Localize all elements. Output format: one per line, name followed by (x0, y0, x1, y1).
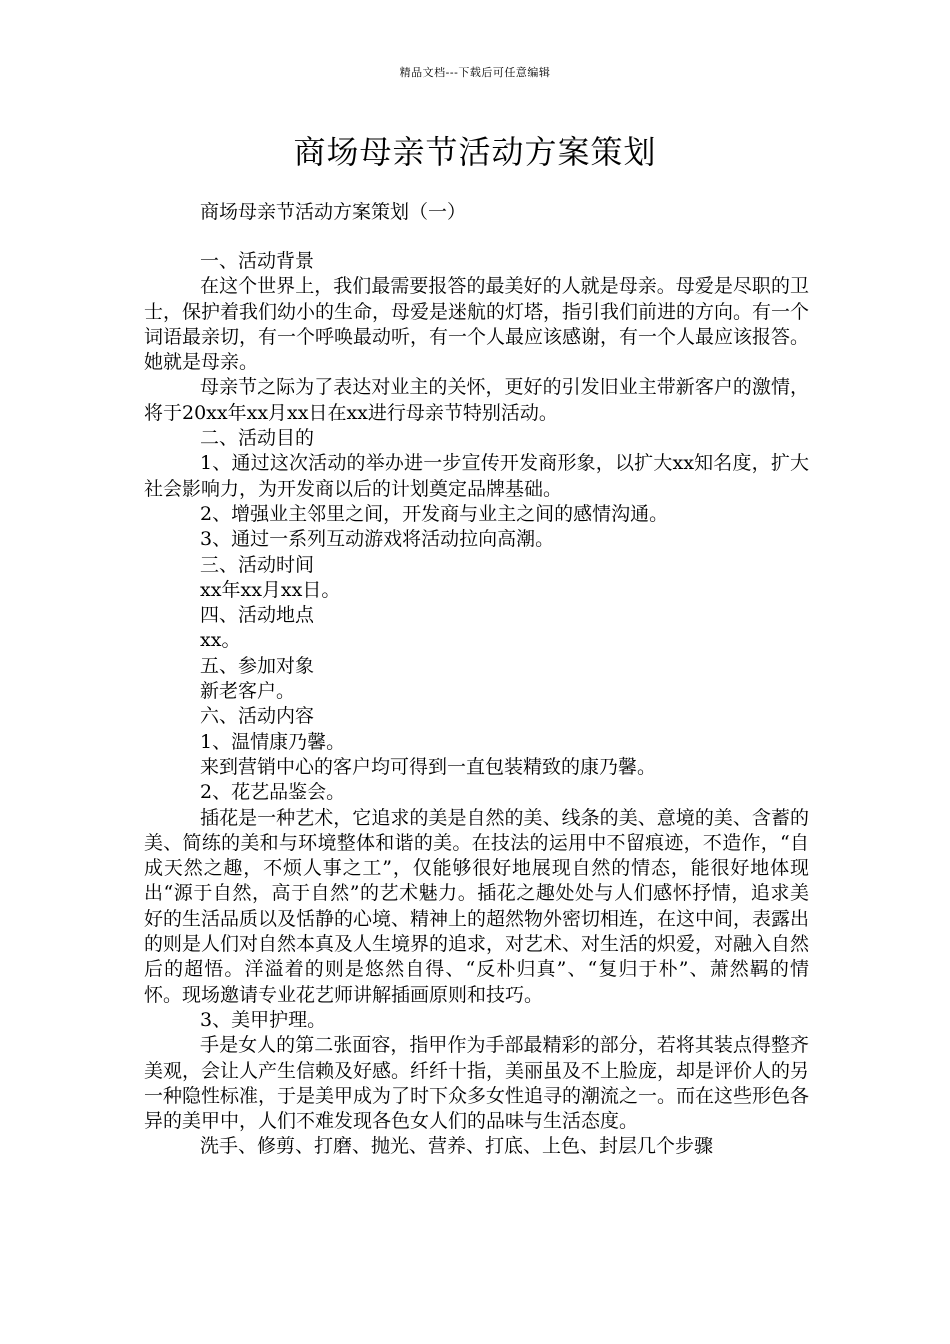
document-subtitle: 商场母亲节活动方案策划（一） (200, 201, 467, 223)
section-heading-location: 四、活动地点 (200, 604, 315, 627)
page-header-note: 精品文档---下载后可任意编辑 (399, 66, 551, 79)
document-title: 商场母亲节活动方案策划 (293, 133, 657, 171)
content-item-3-steps: 洗手、修剪、打磨、抛光、营养、打底、上色、封层几个步骤 (200, 1135, 714, 1158)
content-item-1-text: 来到营销中心的客户均可得到一直包装精致的康乃馨。 (200, 755, 657, 778)
purpose-item-2: 2、增强业主邻里之间，开发商与业主之间的感情沟通。 (200, 502, 669, 525)
content-item-2-text: 插花是一种艺术，它追求的美是自然的美、线条的美、意境的美、含蓄的美、简练的美和与环境整体和谐的美。在技法的运用中不留痕迹，不造作，“自成天然之趣，不烦人事之工”，仅能够很好地展现自然的情态，能很好地体现出“源于自然，高于自然”的艺术魅力。插花之趣处处与人们感怀抒情，追求美好的生活品质以及恬静的心境、精神上的超然物外密切相连，在这中间，表露出的则是人们对自然本真及人生境界的追求，对艺术、对生活的炽爱，对融入自然后的超悟。洋溢着的则是悠然自得、“反朴归真”、“复归于朴”、萧然羁的情怀。现场邀请专业花艺师讲解插画原则和技巧。 (144, 806, 810, 1006)
purpose-item-3: 3、通过一系列互动游戏将活动拉向高潮。 (200, 528, 555, 551)
section-heading-content: 六、活动内容 (200, 705, 315, 728)
event-location: xx。 (200, 629, 241, 652)
content-item-3-text: 手是女人的第二张面容，指甲作为手部最精彩的部分，若将其装点得整齐美观，会让人产生信赖及好感。纤纤十指，美丽虽及不上脸庞，却是评价人的另一种隐性标准，于是美甲成为了时下众多女性追寻的潮流之一。而在这些形色各异的美甲中，人们不难发现各色女人们的品味与生活态度。 (144, 1034, 810, 1133)
event-time: xx年xx月xx日。 (200, 578, 341, 601)
paragraph-background-event: 母亲节之际为了表达对业主的关怀，更好的引发旧业主带新客户的激情，将于20xx年xx月xx日在xx进行母亲节特别活动。 (144, 376, 809, 424)
content-item-1-title: 1、温情康乃馨。 (200, 730, 346, 753)
section-heading-time: 三、活动时间 (200, 553, 315, 576)
content-item-2-title: 2、花艺品鉴会。 (200, 781, 346, 804)
section-heading-participants: 五、参加对象 (200, 654, 315, 677)
content-item-3-title: 3、美甲护理。 (200, 1008, 327, 1031)
section-heading-purpose: 二、活动目的 (200, 427, 315, 450)
event-participants: 新老客户。 (200, 680, 296, 703)
document-body (144, 249, 809, 1160)
section-heading-background: 一、活动背景 (200, 250, 315, 272)
purpose-item-1: 1、通过这次活动的举办进一步宣传开发商形象，以扩大xx知名度，扩大社会影响力，为开发商以后的计划奠定品牌基础。 (144, 452, 809, 500)
paragraph-background: 在这个世界上，我们最需要报答的最美好的人就是母亲。母爱是尽职的卫士，保护着我们幼小的生命，母爱是迷航的灯塔，指引我们前进的方向。有一个词语最亲切，有一个呼唤最动听，有一个人最应该感谢，有一个人最应该报答。她就是母亲。 (144, 275, 810, 374)
